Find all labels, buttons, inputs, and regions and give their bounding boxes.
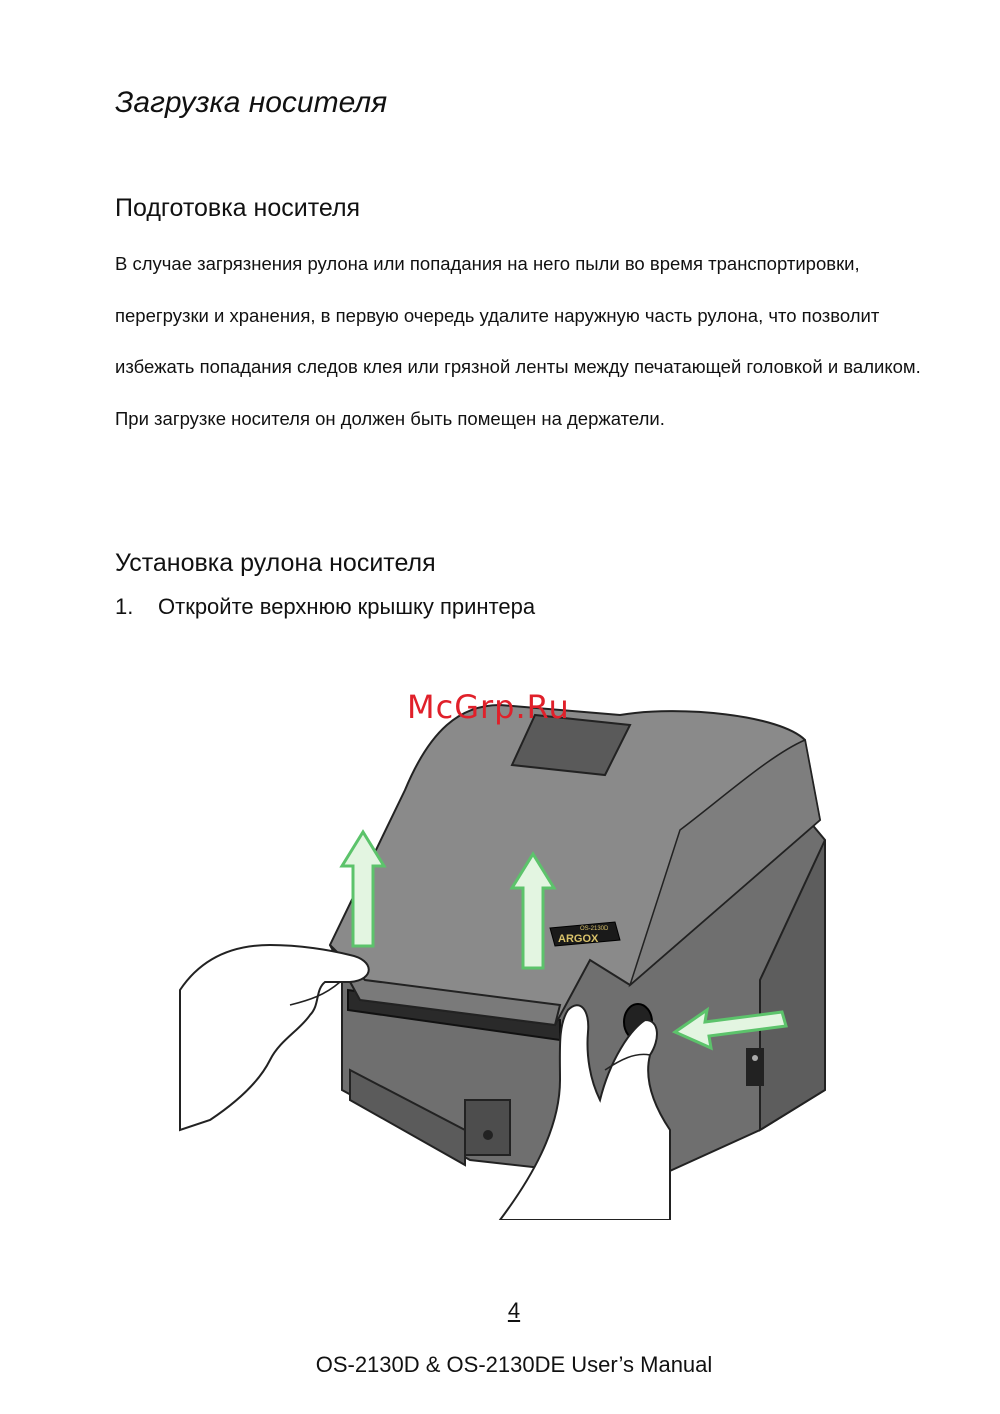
step-number: 1. [115,594,134,619]
page-number: 4 [507,1298,521,1323]
printer-illustration [160,660,880,1220]
media-preparation-paragraph: В случае загрязнения рулона или попадания на него пыли во время транспортировки, перегрузки и хранения, в первую очередь удалите наружную часть рулона, что позволит избежать попадания следов клея или грязной ленты между печатающей головкой и валиком. При загрузке носителя он должен быть помещен на держатели. [115,253,921,429]
power-switch [746,1048,764,1086]
power-switch-dot [752,1055,758,1061]
section-heading-media-preparation: Подготовка носителя [115,194,361,222]
document-footer: OS-2130D & OS-2130DE User’s Manual [315,1352,713,1377]
front-panel [465,1100,510,1155]
front-button [483,1130,493,1140]
watermark: McGrp.Ru [407,688,570,726]
section-heading-roll-installation: Установка рулона носителя [115,549,436,577]
left-hand [180,945,369,1130]
model-label: OS-2130D [580,926,609,932]
step-item [115,594,535,620]
page-title: Загрузка носителя [115,86,388,119]
brand-label: ARGOX [558,933,599,945]
step-text: Откройте верхнюю крышку принтера [158,594,536,619]
